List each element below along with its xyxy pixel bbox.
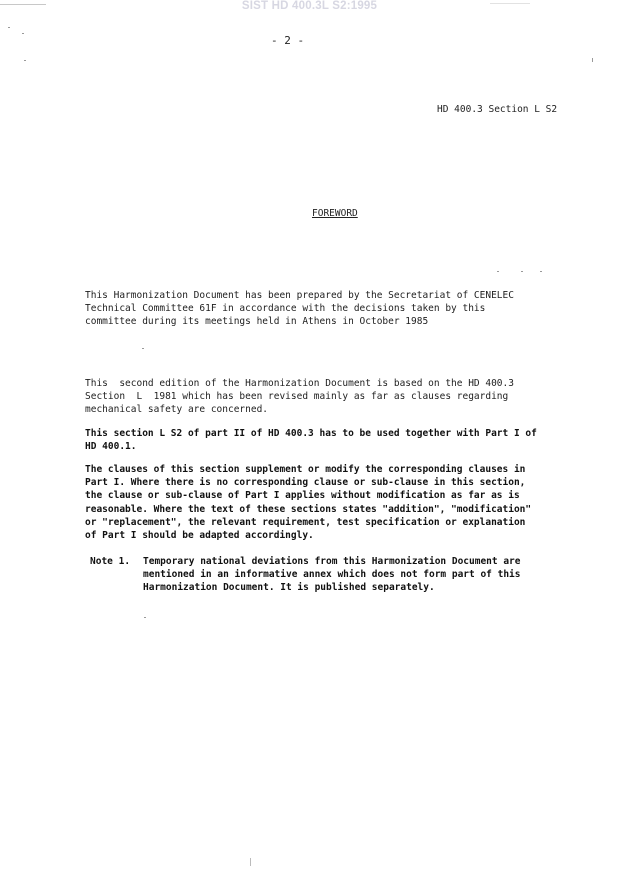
paragraph-line: This section L S2 of part II of HD 400.3 has to be used together with Part I of: [85, 428, 537, 439]
paragraph-second-edition: [85, 377, 585, 417]
scan-speck: [24, 60, 26, 61]
scan-speck: [250, 858, 251, 866]
paragraph-line: of Part I should be adapted accordingly.: [85, 530, 314, 542]
watermark: SIST HD 400.3L S2:1995: [241, 0, 378, 12]
paragraph-clauses: [85, 463, 585, 542]
paragraph-line: HD 400.1.: [85, 441, 137, 453]
paragraph-line: This Harmonization Document has been prepared by the Secretariat of CENELEC: [85, 290, 514, 301]
scan-speck: [8, 27, 10, 28]
note-label: Note 1.: [90, 556, 131, 567]
paragraph-line: This second edition of the Harmonization Document is based on the HD 400.3: [85, 378, 514, 389]
paragraph-line: Section L 1981 which has been revised mainly as far as clauses regarding: [85, 391, 509, 403]
paragraph-line: reasonable. Where the text of these sections states "addition", "modification": [85, 503, 532, 515]
scan-speck: [22, 33, 24, 34]
scan-speck: [144, 617, 146, 618]
scan-speck: [540, 271, 542, 272]
note-body: [143, 555, 583, 595]
note-line: Temporary national deviations from this Harmonization Document are: [143, 556, 521, 567]
paragraph-intro: [85, 289, 585, 329]
paragraph-line: Technical Committee 61F in accordance with the decisions taken by this: [85, 303, 486, 315]
paragraph-line: committee during its meetings held in Athens in October 1985: [85, 316, 429, 328]
paragraph-usage: [85, 427, 585, 453]
paragraph-line: or "replacement", the relevant requirement, test specification or explanation: [85, 516, 526, 528]
scan-speck: [592, 58, 593, 62]
paragraph-line: Part I. Where there is no corresponding clause or sub-clause in this section,: [85, 477, 526, 489]
scan-speck: [497, 271, 499, 272]
foreword-heading: FOREWORD: [312, 208, 358, 219]
page-number: - 2 -: [271, 34, 305, 47]
paragraph-line: the clause or sub-clause of Part I applies without modification as far as is: [85, 490, 520, 502]
document-reference: HD 400.3 Section L S2: [437, 104, 558, 115]
scan-speck: [521, 271, 523, 272]
note-line: mentioned in an informative annex which does not form part of this: [143, 569, 521, 581]
paragraph-line: mechanical safety are concerned.: [85, 404, 269, 416]
paragraph-line: The clauses of this section supplement or modify the corresponding clauses in: [85, 464, 526, 475]
note-line: Harmonization Document. It is published separately.: [143, 582, 435, 594]
scan-speck: [142, 348, 144, 349]
